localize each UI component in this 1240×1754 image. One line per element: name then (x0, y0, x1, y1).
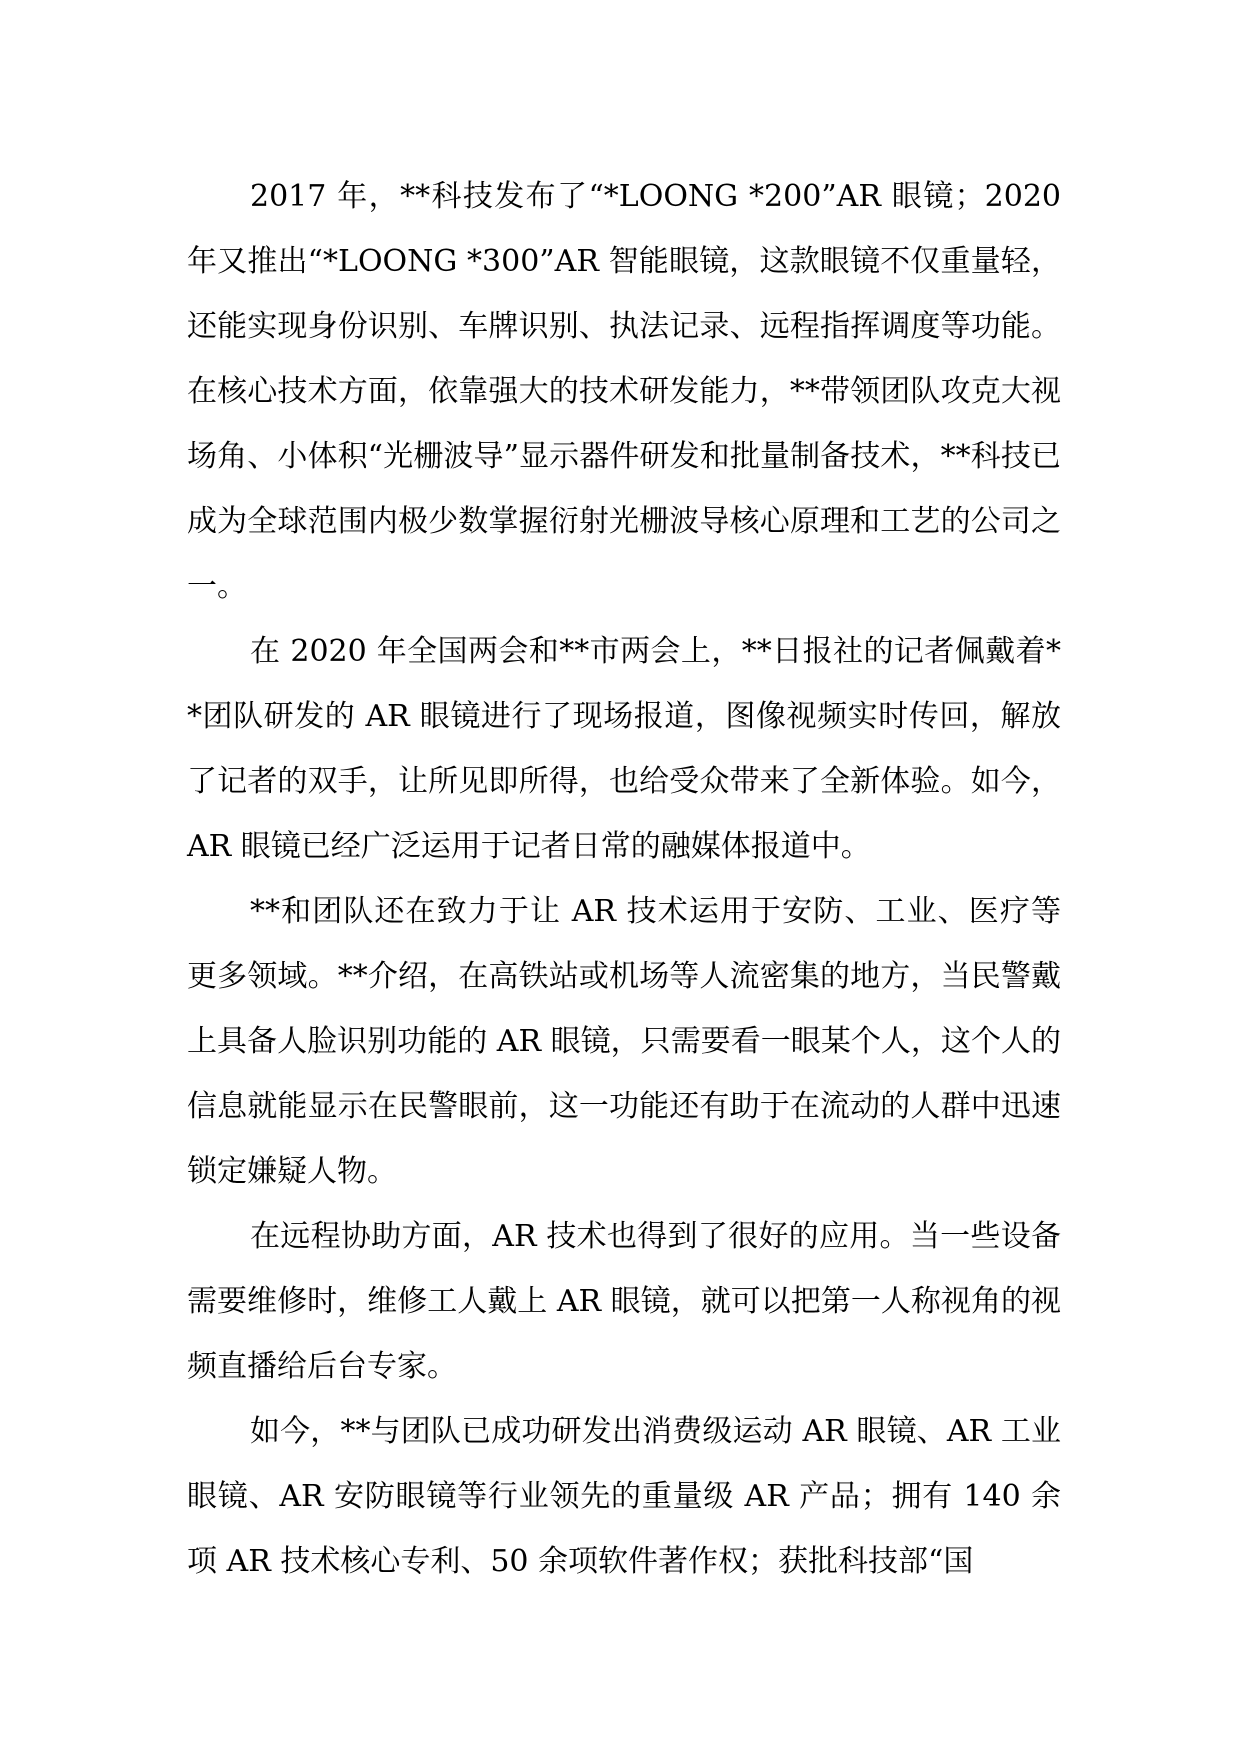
paragraph-ar-glasses-products: 2017 年，**科技发布了“*LOONG *200”AR 眼镜；2020 年又推出“*LOONG *300”AR 智能眼镜，这款眼镜不仅重量轻，还能实现身份识别、车牌识别、执法记录、远程指挥调度等功能。在核心技术方面，依靠强大的技术研发能力，**带领团队攻克大视场角、小体积“光栅波导”显示器件研发和批量制备技术，**科技已成为全球范围内极少数掌握衍射光栅波导核心原理和工艺的公司之一。 (187, 179, 1061, 604)
paragraph-two-sessions-reporting: 在 2020 年全国两会和**市两会上，**日报社的记者佩戴着**团队研发的 AR 眼镜进行了现场报道，图像视频实时传回，解放了记者的双手，让所见即所得，也给受众带来了全新体验。如今，AR 眼镜已经广泛运用于记者日常的融媒体报道中。 (187, 634, 1061, 864)
paragraph-security-applications: **和团队还在致力于让 AR 技术运用于安防、工业、医疗等更多领域。**介绍，在高铁站或机场等人流密集的地方，当民警戴上具备人脸识别功能的 AR 眼镜，只需要看一眼某个人，这个人的信息就能显示在民警眼前，这一功能还有助于在流动的人群中迅速锁定嫌疑人物。 (187, 894, 1061, 1189)
paragraph-remote-assistance: 在远程协助方面，AR 技术也得到了很好的应用。当一些设备需要维修时，维修工人戴上 AR 眼镜，就可以把第一人称视角的视频直播给后台专家。 (187, 1219, 1061, 1384)
document-body (187, 164, 1061, 1594)
paragraph-achievements: 如今，**与团队已成功研发出消费级运动 AR 眼镜、AR 工业眼镜、AR 安防眼镜等行业领先的重量级 AR 产品；拥有 140 余项 AR 技术核心专利、50 余项软件著作权；获批科技部“国 (187, 1414, 1061, 1579)
